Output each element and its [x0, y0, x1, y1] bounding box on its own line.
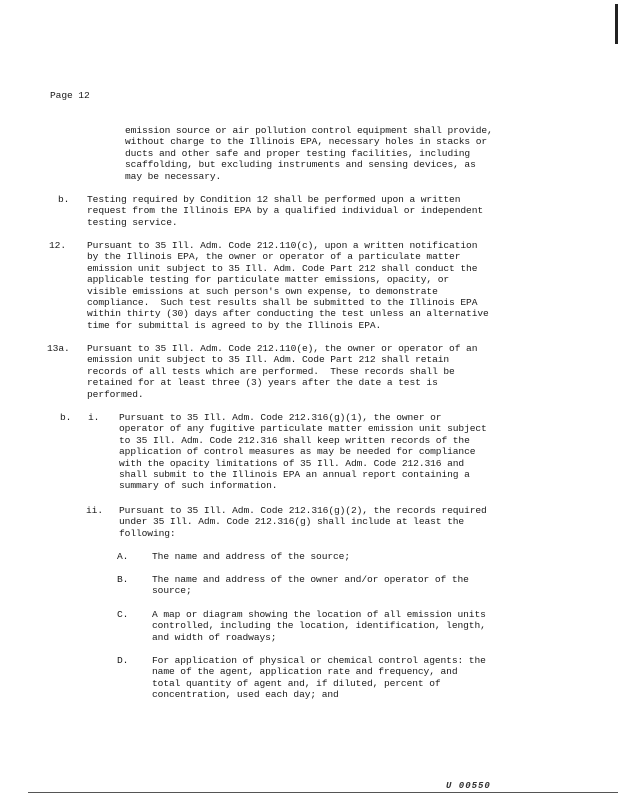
clause-a-continuation [125, 125, 493, 182]
text-line: Pursuant to 35 Ill. Adm. Code 212.316(g)(2), the records required [119, 505, 487, 516]
text-line: controlled, including the location, identification, length, [152, 620, 486, 632]
item-b-text [152, 574, 469, 597]
text-line: Pursuant to 35 Ill. Adm. Code 212.316(g)(1), the owner or [119, 412, 442, 423]
section-12-marker: 12. [49, 240, 66, 251]
text-line: compliance. Such test results shall be submitted to the Illinois EPA [87, 297, 478, 309]
text-line: and width of roadways; [152, 631, 277, 643]
clause-b-marker: b. [58, 194, 70, 205]
text-line: to 35 Ill. Adm. Code 212.316 shall keep written records of the [119, 434, 470, 446]
item-b-marker: B. [117, 574, 129, 585]
text-line: For application of physical or chemical control agents: the [152, 655, 486, 666]
text-line: under 35 Ill. Adm. Code 212.316(g) shall include at least the [119, 516, 465, 528]
text-line: emission unit subject to 35 Ill. Adm. Code Part 212 shall retain [87, 354, 450, 366]
clause-13b-marker: b. [60, 412, 72, 423]
text-line: Testing required by Condition 12 shall be performed upon a written [87, 194, 461, 205]
text-line: source; [152, 585, 192, 597]
text-line: Pursuant to 35 Ill. Adm. Code 212.110(c), upon a written notification [87, 240, 478, 251]
text-line: retained for at least three (3) years after the date a test is [87, 377, 438, 389]
text-line: Pursuant to 35 Ill. Adm. Code 212.110(e), the owner or operator of an [87, 343, 478, 354]
text-line: summary of such information. [119, 480, 278, 492]
text-line: total quantity of agent and, if diluted, percent of [152, 677, 441, 689]
text-line: by the Illinois EPA, the owner or operator of a particulate matter [87, 251, 461, 263]
bottom-rule [28, 792, 618, 793]
text-line: applicable testing for particulate matter emissions, opacity, or [87, 274, 450, 286]
text-line: operator of any fugitive particulate matter emission unit subject [119, 423, 487, 435]
item-c-marker: C. [117, 609, 129, 620]
text-line: emission unit subject to 35 Ill. Adm. Code Part 212 shall conduct the [87, 262, 478, 274]
clause-b-text [87, 194, 483, 228]
text-line: visible emissions at such person's own expense, to demonstrate [87, 285, 438, 297]
text-line: application of control measures as may be needed for compliance [119, 446, 476, 458]
text-line: testing service. [87, 216, 178, 228]
text-line: time for submittal is agreed to by the Illinois EPA. [87, 319, 382, 331]
item-c-text [152, 609, 486, 643]
text-line: The name and address of the owner and/or operator of the [152, 574, 469, 585]
section-13a-text [87, 343, 477, 400]
text-line: performed. [87, 388, 144, 400]
text-line: records of all tests which are performed. These records shall be [87, 365, 455, 377]
item-d-marker: D. [117, 655, 129, 666]
text-line: scaffolding, but excluding instruments and sensing devices, as [125, 159, 476, 171]
text-line: without charge to the Illinois EPA, necessary holes in stacks or [125, 136, 488, 148]
text-line: name of the agent, application rate and frequency, and [152, 666, 458, 678]
text-line: may be necessary. [125, 170, 222, 182]
text-line: within thirty (30) days after conducting the test unless an alternative [87, 308, 489, 320]
item-d-text [152, 655, 486, 701]
subclause-i-marker: i. [88, 412, 100, 423]
document-stamp: U 00550 [446, 781, 491, 791]
item-a-text [152, 551, 350, 562]
text-line: with the opacity limitations of 35 Ill. Adm. Code 212.316 and [119, 457, 465, 469]
text-line: The name and address of the source; [152, 551, 351, 562]
text-line: concentration, used each day; and [152, 689, 339, 701]
text-line: ducts and other safe and proper testing facilities, including [125, 147, 471, 159]
section-13a-marker: 13a. [47, 343, 70, 354]
text-line: shall submit to the Illinois EPA an annual report containing a [119, 469, 470, 481]
subclause-ii-text [119, 505, 487, 539]
page-label: Page 12 [50, 90, 90, 101]
text-line: A map or diagram showing the location of all emission units [152, 609, 486, 620]
text-line: request from the Illinois EPA by a qualified individual or independent [87, 205, 484, 217]
text-line: emission source or air pollution control equipment shall provide, [125, 125, 493, 136]
section-12-text [87, 240, 489, 331]
text-line: following: [119, 527, 176, 539]
subclause-ii-marker: ii. [86, 505, 103, 516]
subclause-i-text [119, 412, 487, 492]
item-a-marker: A. [117, 551, 129, 562]
